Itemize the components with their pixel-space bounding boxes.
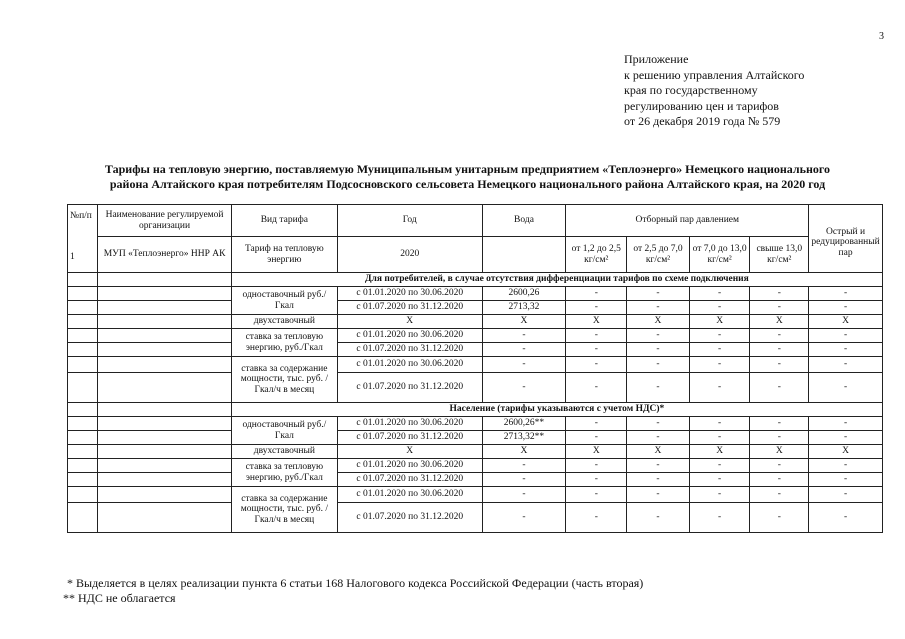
table-row [68,417,883,431]
steam-cell: - [750,301,809,315]
steam-cell: Х [566,445,627,459]
one-rate-label: одноставочный руб./Гкал [231,417,337,445]
steam-cell: - [750,473,809,487]
empty-cell [68,373,98,403]
steam-cell: - [750,487,809,503]
steam-cell: Х [689,445,750,459]
steam-cell: Х [809,315,883,329]
empty-cell [98,273,231,287]
steam-cell: - [627,487,690,503]
empty-cell [68,503,98,533]
page-number: 3 [879,31,884,42]
steam-cell: - [689,417,750,431]
empty-cell [68,459,98,473]
steam-cell: - [689,329,750,343]
header-org: Наименование регулируемой организации [98,205,231,237]
water-cell: - [482,357,566,373]
period-cell: Х [337,445,482,459]
steam-cell: - [627,417,690,431]
period-cell: с 01.07.2020 по 31.12.2020 [337,343,482,357]
water-cell: 2600,26** [482,417,566,431]
table-row [68,459,883,473]
water-cell: 2713,32 [482,301,566,315]
one-rate-label: одноставочный руб./Гкал [231,287,337,315]
steam-cell: - [566,329,627,343]
steam-cell: - [566,487,627,503]
footnotes [63,576,644,606]
steam-cell: - [566,373,627,403]
table-row [68,301,883,315]
document-title: Тарифы на тепловую энергию, поставляемую Муниципальным унитарным предприятием «Теплоэнерго» Немецкого национального района Алтайского края потребителям Подсосновского сельсовета Немецкого национального района Алтайского края, на 2020 год [104,162,831,191]
steam-cell: - [809,373,883,403]
steam-cell: Х [750,445,809,459]
heat-rate-label: ставка за тепловую энергию, руб./Гкал [231,459,337,487]
period-cell: с 01.01.2020 по 30.06.2020 [337,417,482,431]
period-cell: с 01.07.2020 по 31.12.2020 [337,473,482,487]
steam-cell: - [750,503,809,533]
section-heading: Для потребителей, в случае отсутствия дифференциации тарифов по схеме подключения [231,273,882,287]
steam-cell: - [689,459,750,473]
steam-cell: - [809,431,883,445]
empty-cell [98,315,231,329]
tariff-table [67,204,883,533]
table-row [68,329,883,343]
steam-cell: - [750,373,809,403]
table-row [68,273,883,287]
table-row [68,487,883,503]
empty-cell [68,487,98,503]
header-pressure-3: от 7,0 до 13,0 кг/см² [689,237,750,273]
footnote-1: * Выделяется в целях реализации пункта 6 статьи 168 Налогового кодекса Российской Федерации (часть вторая) [67,576,644,590]
water-cell: - [482,487,566,503]
section-heading: Население (тарифы указываются с учетом НДС)* [231,403,882,417]
water-cell: - [482,503,566,533]
water-cell: - [482,329,566,343]
steam-cell: - [750,343,809,357]
empty-cell [98,445,231,459]
empty-cell [98,301,231,315]
org-number: 1 [70,251,75,262]
steam-cell: - [627,329,690,343]
header-water: Вода [482,205,566,237]
steam-cell: - [809,357,883,373]
empty-cell [68,403,98,417]
appendix-block [624,52,804,130]
heat-rate-label: ставка за тепловую энергию, руб./Гкал [231,329,337,357]
header-year: Год [337,205,482,237]
steam-cell: - [627,343,690,357]
header-pressure-1: от 1,2 до 2,5 кг/см² [566,237,627,273]
steam-cell: - [627,473,690,487]
header-num: №п/п 1 [68,205,98,273]
power-rate-label: ставка за содержание мощности, тыс. руб. /Гкал/ч в месяц [231,357,337,403]
steam-cell: - [750,459,809,473]
two-rate-label: двухставочный [231,445,337,459]
period-cell: Х [337,315,482,329]
empty-cell [98,473,231,487]
header-row [68,205,883,237]
period-cell: с 01.07.2020 по 31.12.2020 [337,431,482,445]
period-cell: с 01.07.2020 по 31.12.2020 [337,373,482,403]
table-row [68,357,883,373]
steam-cell: Х [809,445,883,459]
table-row [68,403,883,417]
empty-cell [98,357,231,373]
appendix-line: от 26 декабря 2019 года № 579 [624,114,781,128]
empty-cell [68,315,98,329]
two-rate-label: двухставочный [231,315,337,329]
empty-cell [68,343,98,357]
steam-cell: - [809,473,883,487]
steam-cell: - [566,357,627,373]
empty-cell [98,343,231,357]
steam-cell: - [750,431,809,445]
steam-cell: - [809,287,883,301]
empty-cell [68,473,98,487]
water-cell: Х [482,445,566,459]
appendix-line: регулированию цен и тарифов [624,98,779,113]
period-cell: с 01.01.2020 по 30.06.2020 [337,287,482,301]
steam-cell: - [809,503,883,533]
empty-cell [68,417,98,431]
table-row [68,373,883,403]
period-cell: с 01.07.2020 по 31.12.2020 [337,301,482,315]
water-cell: 2600,26 [482,287,566,301]
empty-cell [98,373,231,403]
empty-cell [98,329,231,343]
steam-cell: - [627,357,690,373]
steam-cell: Х [627,315,690,329]
steam-cell: - [809,343,883,357]
steam-cell: - [627,287,690,301]
steam-cell: - [689,473,750,487]
steam-cell: - [566,503,627,533]
steam-cell: - [750,287,809,301]
steam-cell: Х [750,315,809,329]
steam-cell: - [689,287,750,301]
steam-cell: - [809,459,883,473]
appendix-line: Приложение [624,52,689,66]
steam-cell: - [689,431,750,445]
power-rate-label: ставка за содержание мощности, тыс. руб. /Гкал/ч в месяц [231,487,337,533]
header-steam-group: Отборный пар давлением [566,205,809,237]
water-cell: - [482,473,566,487]
steam-cell: - [809,329,883,343]
steam-cell: - [566,417,627,431]
table-row [68,473,883,487]
steam-cell: - [566,301,627,315]
period-cell: с 01.01.2020 по 30.06.2020 [337,329,482,343]
header-pressure-4: свыше 13,0 кг/см² [750,237,809,273]
steam-cell: - [689,487,750,503]
steam-cell: - [566,287,627,301]
org-tariff: Тариф на тепловую энергию [231,237,337,273]
steam-cell: - [566,431,627,445]
water-cell: 2713,32** [482,431,566,445]
empty-cell [98,403,231,417]
steam-cell: - [689,343,750,357]
steam-cell: - [627,301,690,315]
steam-cell: Х [689,315,750,329]
empty-cell [68,287,98,301]
steam-cell: - [689,301,750,315]
steam-cell: - [809,301,883,315]
org-row [68,237,883,273]
period-cell: с 01.01.2020 по 30.06.2020 [337,459,482,473]
empty-cell [68,357,98,373]
steam-cell: - [566,459,627,473]
steam-cell: - [809,487,883,503]
water-cell: - [482,343,566,357]
steam-cell: - [689,357,750,373]
empty-cell [98,431,231,445]
empty-cell [68,301,98,315]
org-name: МУП «Теплоэнерго» ННР АК [98,237,231,273]
steam-cell: - [689,503,750,533]
steam-cell: - [750,417,809,431]
footnote-2: ** НДС не облагается [63,591,176,605]
empty-cell [68,431,98,445]
empty-cell [98,503,231,533]
table-row [68,503,883,533]
empty-cell [98,487,231,503]
water-cell: Х [482,315,566,329]
org-water [482,237,566,273]
header-pressure-2: от 2,5 до 7,0 кг/см² [627,237,690,273]
empty-cell [98,417,231,431]
empty-cell [68,445,98,459]
steam-cell: Х [627,445,690,459]
table-row [68,431,883,445]
header-sharp-steam: Острый и редуцированный пар [809,205,883,273]
appendix-line: края по государственному [624,83,758,97]
steam-cell: - [689,373,750,403]
steam-cell: - [627,459,690,473]
steam-cell: - [627,431,690,445]
steam-cell: - [566,343,627,357]
steam-cell: - [809,417,883,431]
appendix-line: к решению управления Алтайского [624,67,805,82]
table-row [68,287,883,301]
org-year: 2020 [337,237,482,273]
table-row [68,315,883,329]
header-tariff-type: Вид тарифа [231,205,337,237]
empty-cell [98,459,231,473]
table-row [68,445,883,459]
steam-cell: - [627,503,690,533]
steam-cell: - [750,329,809,343]
steam-cell: - [566,473,627,487]
empty-cell [68,273,98,287]
period-cell: с 01.01.2020 по 30.06.2020 [337,357,482,373]
water-cell: - [482,373,566,403]
period-cell: с 01.01.2020 по 30.06.2020 [337,487,482,503]
water-cell: - [482,459,566,473]
period-cell: с 01.07.2020 по 31.12.2020 [337,503,482,533]
steam-cell: - [627,373,690,403]
steam-cell: Х [566,315,627,329]
empty-cell [68,329,98,343]
steam-cell: - [750,357,809,373]
empty-cell [98,287,231,301]
table-row [68,343,883,357]
